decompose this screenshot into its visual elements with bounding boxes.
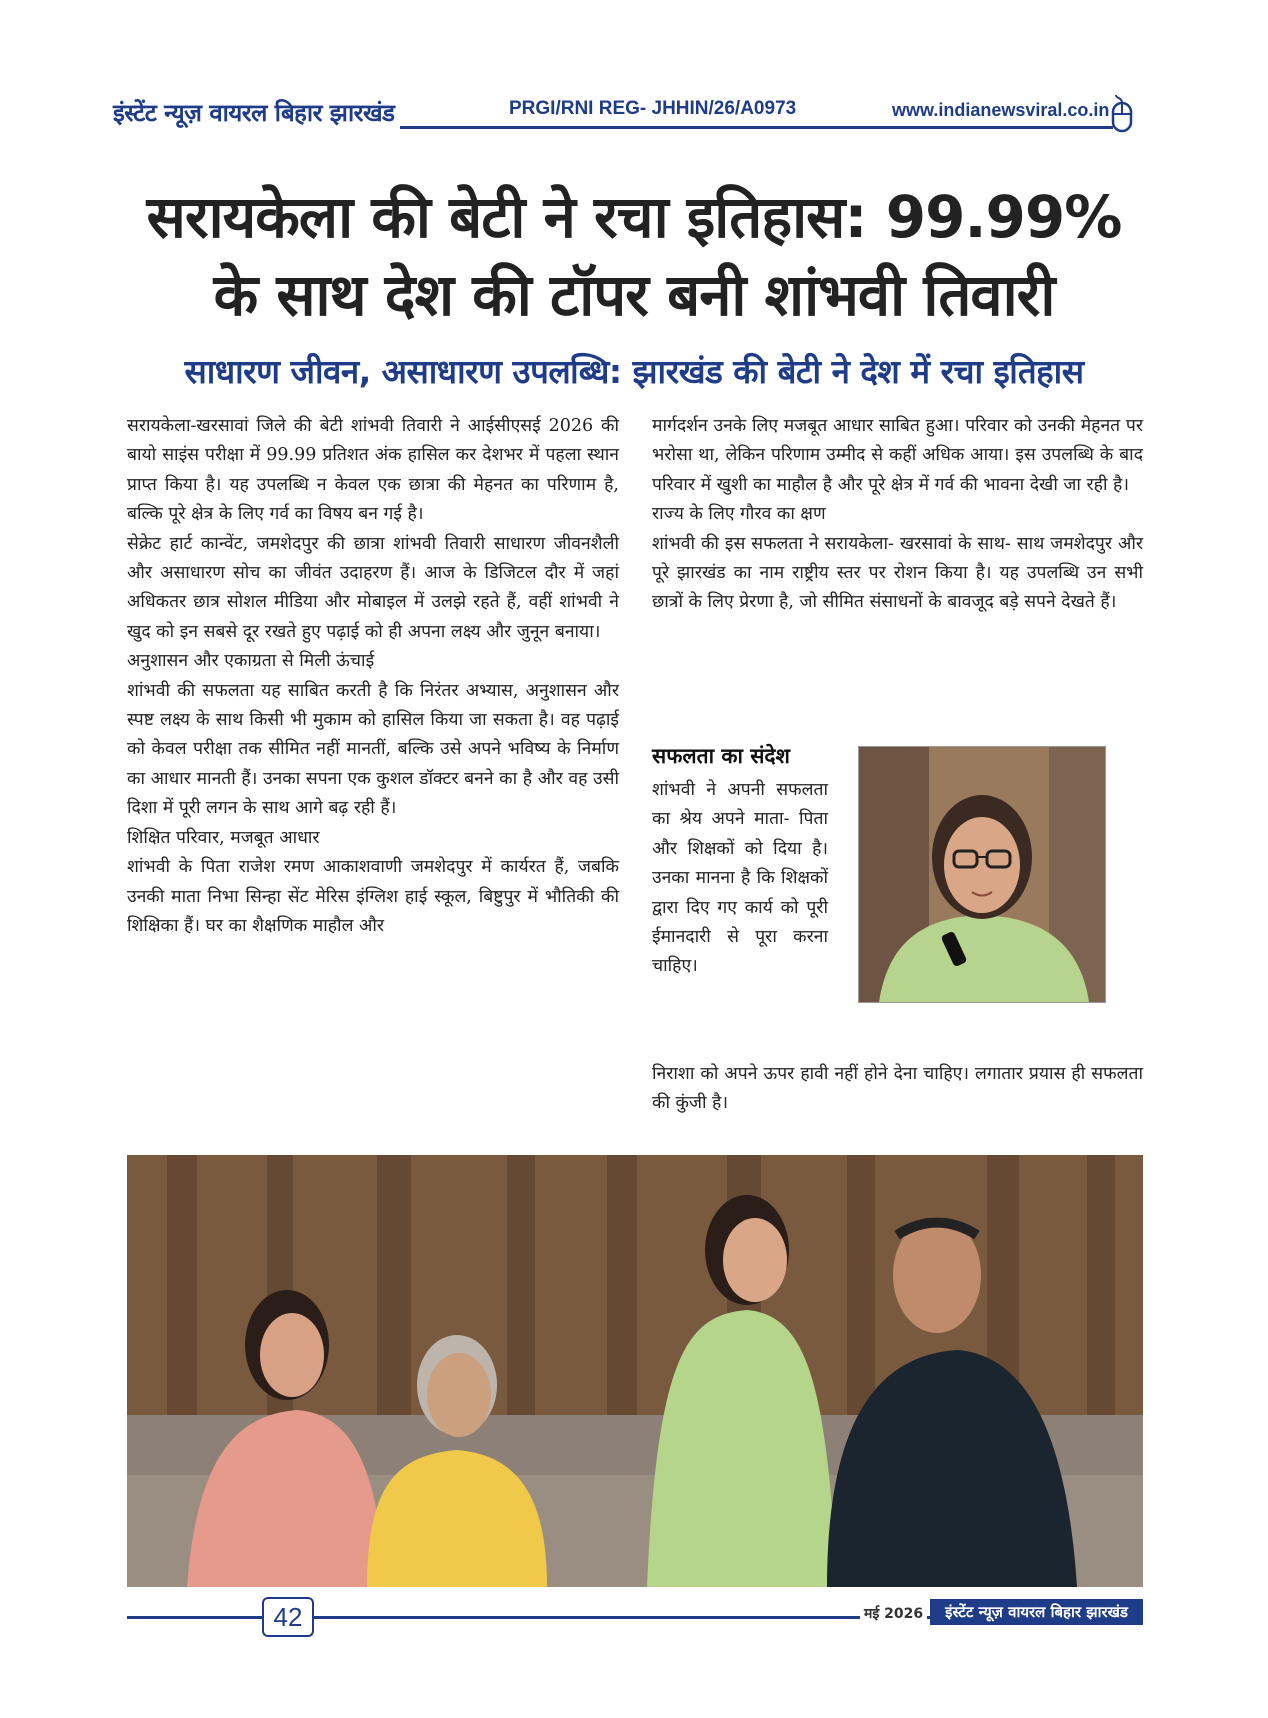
footer-brand: इंस्टेंट न्यूज़ वायरल बिहार झारखंड bbox=[930, 1599, 1143, 1625]
subheadline: साधारण जीवन, असाधारण उपलब्धि: झारखंड की बेटी ने देश में रचा इतिहास bbox=[184, 352, 1084, 391]
headline-line-1: सरायकेला की बेटी ने रचा इतिहास: 99.99% bbox=[146, 183, 1122, 251]
article-left-column bbox=[127, 412, 619, 941]
message-paragraph: शांभवी ने अपनी सफलता का श्रेय अपने माता- पिता और शिक्षकों को दिया है। उनका मानना है कि शिक्षकों द्वारा दिए गए कार्य को पूरी ईमानदारी से पूरा करना चाहिए। bbox=[652, 780, 828, 977]
page-number: 42 bbox=[262, 1597, 314, 1637]
message-paragraph-continued: निराशा को अपने ऊपर हावी नहीं होने देना चाहिए। लगातार प्रयास ही सफलता की कुंजी है। bbox=[652, 1064, 1143, 1114]
article-right-column bbox=[652, 412, 1143, 618]
family-photo bbox=[127, 1155, 1143, 1587]
headline-line-2: के साथ देश की टॉपर बनी शांभवी तिवारी bbox=[213, 261, 1055, 329]
portrait-photo bbox=[858, 746, 1106, 1003]
masthead-brand: इंस्टेंट न्यूज़ वायरल बिहार झारखंड bbox=[113, 96, 400, 129]
message-heading: सफलता का संदेश bbox=[652, 744, 790, 768]
mouse-icon bbox=[1110, 95, 1134, 133]
website-url: www.indianewsviral.co.in bbox=[888, 100, 1113, 121]
section-heading: शिक्षित परिवार, मजबूत आधार bbox=[127, 827, 320, 848]
headline bbox=[110, 178, 1158, 334]
paragraph: शांभवी की सफलता यह साबित करती है कि निरंतर अभ्यास, अनुशासन और स्पष्ट लक्ष्य के साथ किसी भी मुकाम को हासिल किया जा सकता है। वह पढ़ाई को केवल परीक्षा तक सीमित नहीं मानतीं, बल्कि उसे अपने भविष्य के निर्माण का आधार मानती हैं। उनका सपना एक कुशल डॉक्टर बनने का है और वह उसी दिशा में पूरी लगन के साथ आगे बढ़ रही हैं। bbox=[127, 680, 619, 819]
registration-number: PRGI/RNI REG- JHHIN/26/A0973 bbox=[503, 98, 802, 120]
section-heading: राज्य के लिए गौरव का क्षण bbox=[652, 504, 826, 525]
issue-date: मई 2026 bbox=[860, 1604, 927, 1623]
section-heading: अनुशासन और एकाग्रता से मिली ऊंचाई bbox=[127, 651, 375, 672]
paragraph: शांभवी के पिता राजेश रमण आकाशवाणी जमशेदपुर में कार्यरत हैं, जबकि उनकी माता निभा सिन्हा सेंट मेरिस इंग्लिश हाई स्कूल, बिष्टुपुर में भौतिकी की शिक्षिका हैं। घर का शैक्षणिक माहौल और bbox=[127, 857, 619, 936]
paragraph: सरायकेला-खरसावां जिले की बेटी शांभवी तिवारी ने आईसीएसई 2026 की बायो साइंस परीक्षा में 99.99 प्रतिशत अंक हासिल कर देशभर में पहला स्थान प्राप्त किया है। यह उपलब्धि न केवल एक छात्रा की मेहनत का परिणाम है, बल्कि पूरे क्षेत्र के लिए गर्व का विषय बन गई है। bbox=[127, 416, 619, 525]
paragraph: शांभवी की इस सफलता ने सरायकेला- खरसावां के साथ- साथ जमशेदपुर और पूरे झारखंड का नाम राष्ट्रीय स्तर पर रोशन किया है। यह उपलब्धि उन सभी छात्रों के लिए प्रेरणा है, जो सीमित संसाधनों के बावजूद बड़े सपने देखते हैं। bbox=[652, 533, 1143, 613]
paragraph: सेक्रेट हार्ट कान्वेंट, जमशेदपुर की छात्रा शांभवी तिवारी साधारण जीवनशैली और असाधारण सोच का जीवंत उदाहरण हैं। आज के डिजिटल दौर में जहां अधिकतर छात्र सोशल मीडिया और मोबाइल में उलझे रहते हैं, वहीं शांभवी ने खुद को इन सबसे दूर रखते हुए पढ़ाई को ही अपना लक्ष्य और जुनून बनाया। bbox=[127, 533, 619, 642]
paragraph: मार्गदर्शन उनके लिए मजबूत आधार साबित हुआ। परिवार को उनकी मेहनत पर भरोसा था, लेकिन परिणाम उम्मीद से कहीं अधिक आया। इस उपलब्धि के बाद परिवार में खुशी का माहौल है और पूरे क्षेत्र में गर्व की भावना देखी जा रही है। bbox=[652, 416, 1143, 495]
